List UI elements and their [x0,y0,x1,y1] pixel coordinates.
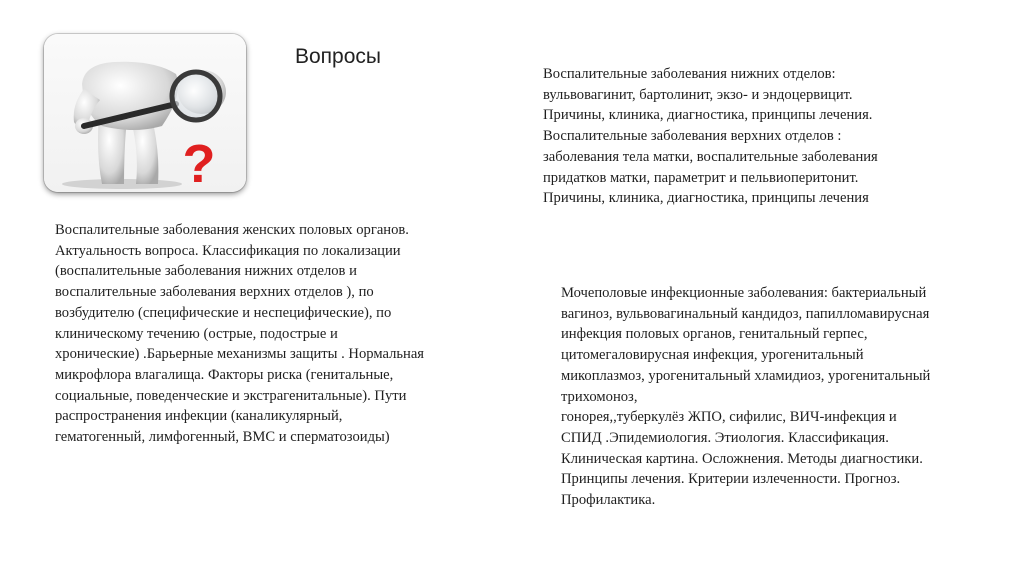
text-block-inflammatory-diseases: Воспалительные заболевания женских половых органов. Актуальность вопроса. Классификация по локализации (воспалительные заболевания нижних отделов и воспалительные заболевания верхних отделов ), по возбудителю (специфические и неспецифические), по клиническому течению (острые, подострые и хронические) .Барьерные механизмы защиты . Нормальная микрофлора влагалища. Факторы риска (генитальные, социальные, поведенческие и экстрагенитальные). Пути распространения инфекции (каналикулярный, гематогенный, лимфогенный, ВМС и сперматозоиды) [55,222,425,446]
text-block-urogenital-infections: Мочеполовые инфекционные заболевания: бактериальный вагиноз, вульвовагинальный кандидоз, папилломавирусная инфекция половых органов, генитальный герпес, цитомегаловирусная инфекция, урогенитальный микоплазмоз, урогенитальный хламидиоз, урогенитальный трихомоноз, гонорея,,туберкулёз ЖПО, сифилис, ВИЧ-инфекция и СПИД .Эпидемиология. Этиология. Классификация. Клиническая картина. Осложнения. Методы диагностики. Принципы лечения. Критерии излеченности. Прогноз. Профилактика. [561,285,931,509]
text-block-lower-upper-inflammation: Воспалительные заболевания нижних отделов: вульвовагинит, бартолинит, экзо- и эндоцервицит. Причины, клиника, диагностика, принципы лечения. Воспалительные заболевания верхних отделов : заболевания тела матки, воспалительные заболевания придатков матки, параметрит и пельвиоперитонит. Причины, клиника, диагностика, принципы лечения [543,66,878,207]
question-mark-glyph: ? [182,134,216,192]
page-title: Вопросы [295,45,382,68]
illustration-frame [44,34,246,192]
magnifier-question-figure-icon [44,34,246,192]
